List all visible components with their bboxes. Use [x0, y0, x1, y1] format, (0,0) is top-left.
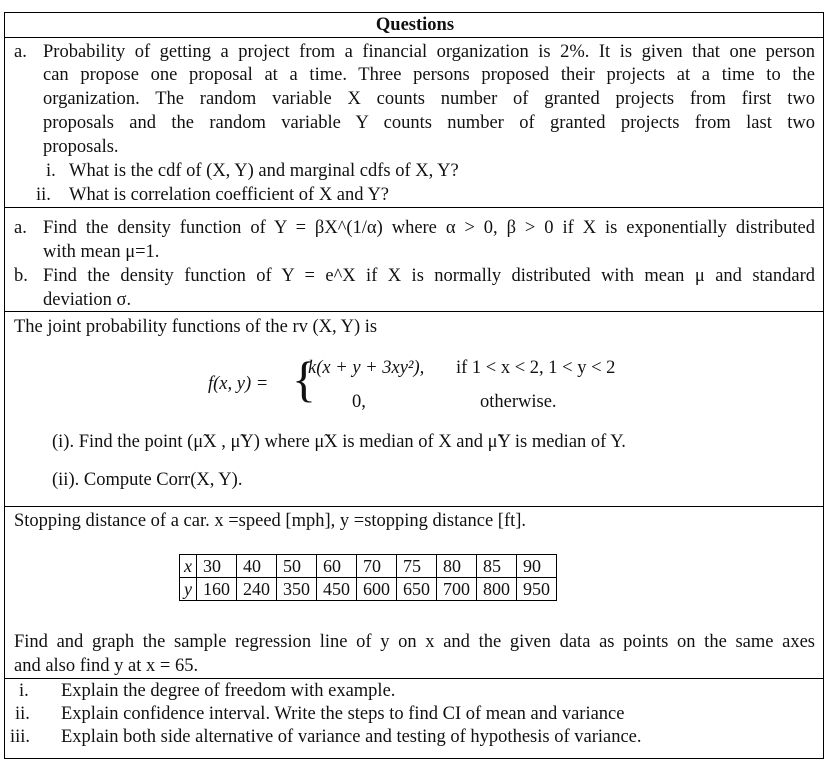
q3-case-1: k(x + y + 3xy²),: [308, 358, 425, 378]
table-cell: 240: [237, 578, 277, 601]
table-cell: 700: [437, 578, 477, 601]
table-cell: 85: [477, 555, 517, 578]
q3-brace: {: [292, 351, 316, 407]
q3-part-i: (i). Find the point (μ̃X , μ̃Y) where μ̃X is median of X and μ̃Y is median of Y.: [52, 432, 626, 452]
q5-item-i-text: Explain the degree of freedom with example.: [61, 681, 396, 701]
table-cell: 800: [477, 578, 517, 601]
table-row: [180, 555, 557, 578]
q2a-label: a.: [14, 218, 27, 238]
q3-case-1-condition: if 1 < x < 2, 1 < y < 2: [456, 358, 616, 378]
row-divider: [4, 506, 824, 507]
q2b-line-2: deviation σ.: [43, 290, 132, 310]
q5-item-ii-label: ii.: [15, 704, 30, 724]
table-cell: 950: [517, 578, 557, 601]
q1-sub-i-text: What is the cdf of (X, Y) and marginal cdfs of X, Y?: [69, 161, 459, 181]
q5-item-iii-label: iii.: [10, 727, 31, 747]
table-cell: 450: [317, 578, 357, 601]
q1-line-4: proposals and the random variable Y counts number of granted projects from last two: [43, 113, 815, 133]
q1-sub-ii-text: What is correlation coefficient of X and Y?: [69, 185, 390, 205]
q5-item-i-label: i.: [19, 681, 29, 701]
table-cell: 650: [397, 578, 437, 601]
q1-label: a.: [14, 42, 27, 62]
table-cell: 600: [357, 578, 397, 601]
q3-part-ii: (ii). Compute Corr(X, Y).: [52, 470, 243, 490]
q1-line-3: organization. The random variable X counts number of granted projects from first two: [43, 89, 815, 109]
table-cell: 90: [517, 555, 557, 578]
table-cell: 30: [197, 555, 237, 578]
header-title: Questions: [375, 15, 455, 35]
q5-item-ii-text: Explain confidence interval. Write the steps to find CI of mean and variance: [61, 704, 625, 724]
q2a-line-2: with mean μ=1.: [43, 242, 160, 262]
row-divider: [4, 37, 824, 38]
table-cell: 60: [317, 555, 357, 578]
table-cell: 40: [237, 555, 277, 578]
table-cell: 160: [197, 578, 237, 601]
q1-line-2: can propose one proposal at a time. Three persons proposed their projects at a time to the: [43, 65, 815, 85]
table-cell: 75: [397, 555, 437, 578]
q3-function-lhs: f(x, y) =: [208, 374, 269, 394]
table-cell: 50: [277, 555, 317, 578]
table-cell: 70: [357, 555, 397, 578]
q2a-line-1: Find the density function of Y = βX^(1/α) where α > 0, β > 0 if X is exponentially distributed: [43, 218, 815, 238]
q5-item-iii-text: Explain both side alternative of variance and testing of hypothesis of variance.: [61, 727, 642, 747]
q4-task-line-2: and also find y at x = 65.: [14, 656, 199, 676]
table-row: [180, 578, 557, 601]
table-cell: 80: [437, 555, 477, 578]
q1-line-1: Probability of getting a project from a financial organization is 2%. It is given that one person: [43, 42, 815, 62]
q3-case-2: 0,: [352, 392, 366, 412]
table-header-x: x: [180, 555, 197, 578]
q4-intro: Stopping distance of a car. x =speed [mph], y =stopping distance [ft].: [14, 511, 527, 531]
table-header-y: y: [180, 578, 197, 601]
q1-line-5: proposals.: [43, 137, 119, 157]
row-divider: [4, 207, 824, 208]
speed-distance-table: [179, 554, 557, 601]
q1-sub-i-label: i.: [46, 161, 56, 181]
q4-task-line-1: Find and graph the sample regression line of y on x and the given data as points on the same axes: [14, 632, 815, 652]
q3-case-2-condition: otherwise.: [480, 392, 557, 412]
q2b-label: b.: [14, 266, 28, 286]
q3-intro: The joint probability functions of the rv (X, Y) is: [14, 317, 378, 337]
q2b-line-1: Find the density function of Y = e^X if X is normally distributed with mean μ and standard: [43, 266, 815, 286]
q1-sub-ii-label: ii.: [36, 185, 51, 205]
table-cell: 350: [277, 578, 317, 601]
